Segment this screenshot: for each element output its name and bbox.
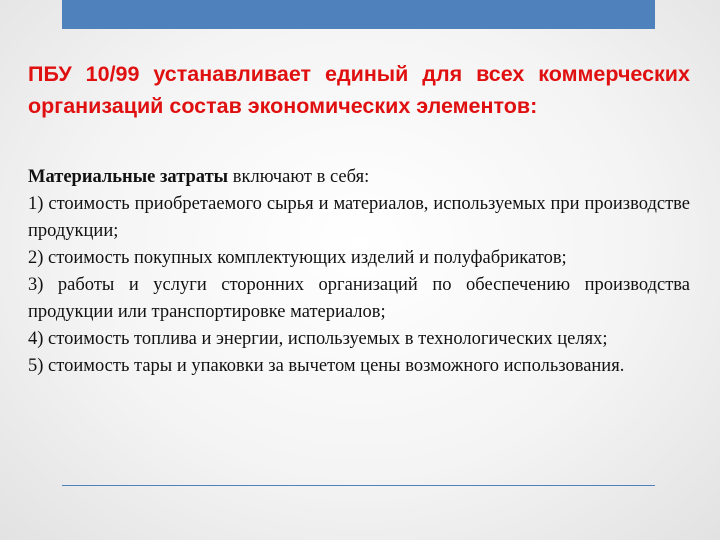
footer-divider: [62, 485, 655, 486]
title-bar-decoration: [62, 0, 655, 29]
intro-bold-term: Материальные затраты: [28, 167, 229, 187]
list-item: 2) стоимость покупных комплектующих изделий и полуфабрикатов;: [28, 248, 567, 268]
slide-heading: ПБУ 10/99 устанавливает единый для всех коммерческих организаций состав экономических элементов:: [28, 62, 690, 118]
list-item: 4) стоимость топлива и энергии, используемых в технологических целях;: [28, 329, 608, 349]
list-item: 1) стоимость приобретаемого сырья и материалов, используемых при производстве продукции;: [28, 194, 690, 241]
slide-body: [28, 164, 690, 380]
intro-rest: включают в себя:: [228, 167, 370, 187]
list-item: 3) работы и услуги сторонних организаций по обеспечению производства продукции или транспортировке материалов;: [28, 275, 690, 322]
intro-line: [28, 164, 690, 191]
list-item: 5) стоимость тары и упаковки за вычетом цены возможного использования.: [28, 356, 625, 376]
